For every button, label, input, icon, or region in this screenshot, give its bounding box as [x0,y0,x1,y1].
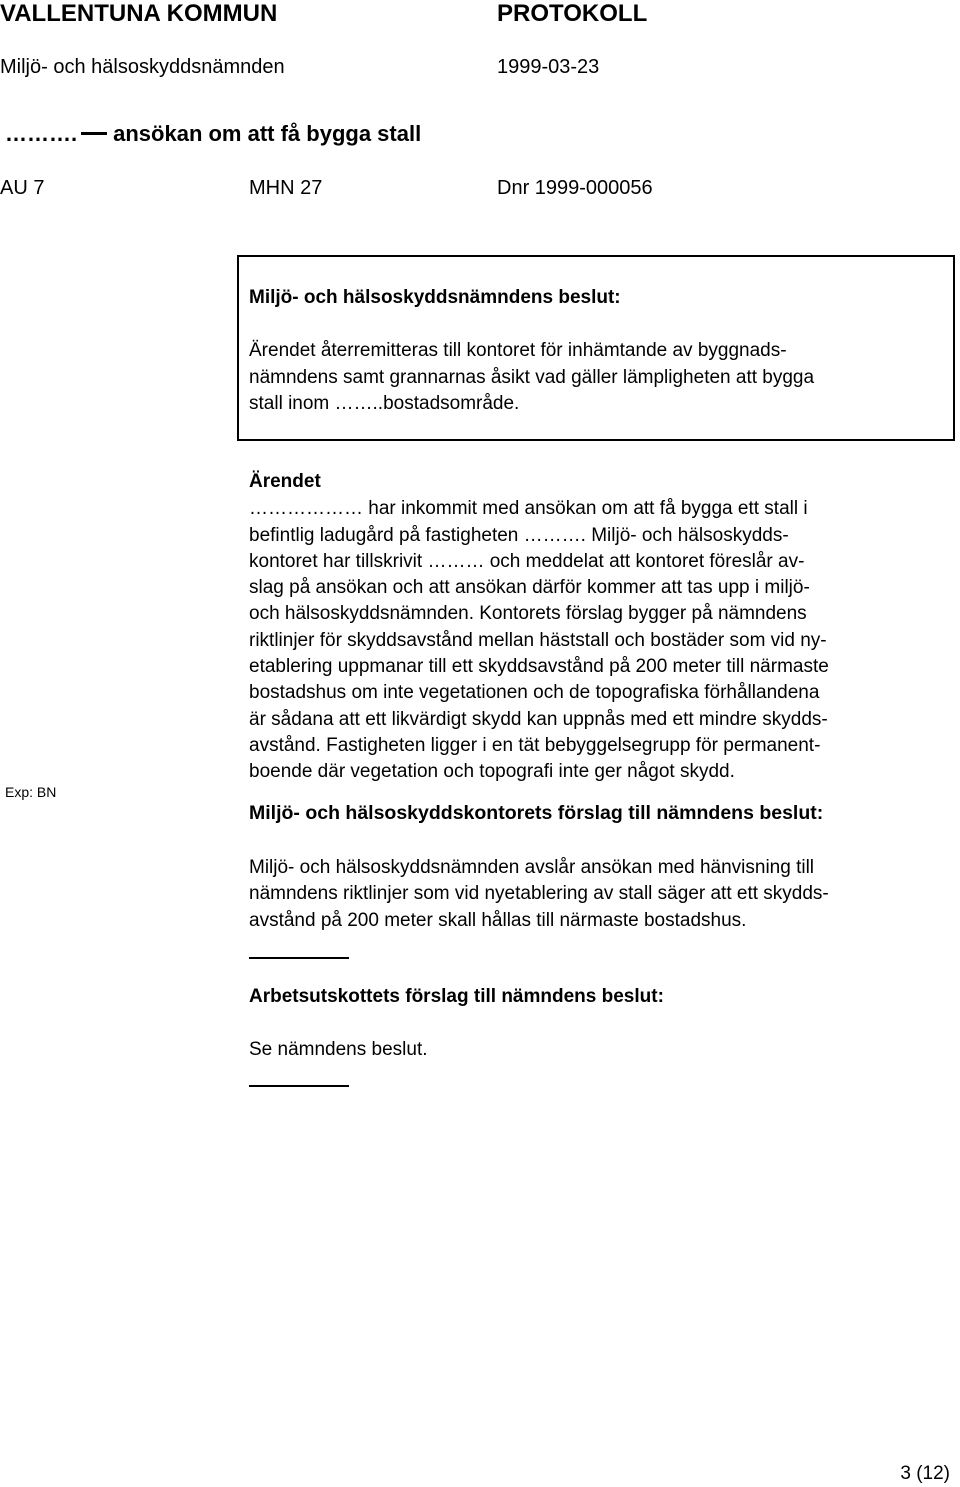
section-divider [249,1085,349,1087]
section-divider [249,957,349,959]
decision-box [237,255,955,441]
office-proposal-line: Miljö- och hälsoskyddsnämnden avslår ansökan med hänvisning till [249,857,815,878]
decision-heading: Miljö- och hälsoskyddsnämndens beslut: [249,287,621,308]
decision-line: nämndens samt grannarnas åsikt vad gäller lämpligheten att bygga [249,366,815,388]
expedition-note: Exp: BN [5,784,57,800]
arendet-line: är sådana att ett likvärdigt skydd kan uppnås med ett mindre skydds- [249,708,828,730]
decision-line: Ärendet återremitteras till kontoret för inhämtande av byggnads- [249,340,787,361]
arendet-line: etablering uppmanar till ett skyddsavstånd på 200 meter till närmaste [249,656,829,678]
arendet-line: boende där vegetation och topografi inte ger något skydd. [249,761,735,783]
organization-name: VALLENTUNA KOMMUN [0,0,278,27]
arendet-line: kontoret har tillskrivit ……… och meddelat att kontoret föreslår av- [249,550,805,572]
office-proposal-line: avstånd på 200 meter skall hållas till närmaste bostadshus. [249,909,747,931]
arendet-line: och hälsoskyddsnämnden. Kontorets förslag bygger på nämndens [249,603,807,625]
arendet-line: slag på ansökan och att ansökan därför kommer att tas upp i miljö- [249,577,810,599]
arendet-heading: Ärendet [249,471,321,492]
au-reference: AU 7 [0,177,45,199]
arendet-line: ……………… har inkommit med ansökan om att få bygga ett stall i [249,498,808,520]
office-proposal-text [249,855,949,934]
office-proposal-heading: Miljö- och hälsoskyddskontorets förslag till nämndens beslut: [249,802,824,824]
title-dash [81,132,107,135]
mhn-reference: MHN 27 [249,177,323,199]
title-prefix: ………. [5,121,78,146]
arendet-line: avstånd. Fastigheten ligger i en tät bebyggelsegrupp för permanent- [249,734,821,756]
committee-proposal-text: Se nämndens beslut. [249,1039,428,1060]
office-proposal-line: nämndens riktlinjer som vid nyetablering av stall säger att ett skydds- [249,883,829,905]
decision-text [249,338,814,418]
dnr-reference: Dnr 1999-000056 [497,177,653,199]
document-type: PROTOKOLL [497,0,648,27]
arendet-section [249,469,949,786]
title-text: ansökan om att få bygga stall [113,121,422,146]
committee-name: Miljö- och hälsoskyddsnämnden [0,56,285,78]
decision-line: stall inom ……..bostadsområde. [249,393,520,414]
arendet-line: riktlinjer för skyddsavstånd mellan häststall och bostäder som vid ny- [249,629,827,651]
page-number: 3 (12) [900,1463,950,1484]
meeting-date: 1999-03-23 [497,56,600,78]
case-title [5,121,421,147]
arendet-line: befintlig ladugård på fastigheten ………. Miljö- och hälsoskydds- [249,524,789,546]
committee-proposal-heading: Arbetsutskottets förslag till nämndens beslut: [249,986,664,1007]
arendet-line: bostadshus om inte vegetationen och de topografiska förhållandena [249,682,820,704]
